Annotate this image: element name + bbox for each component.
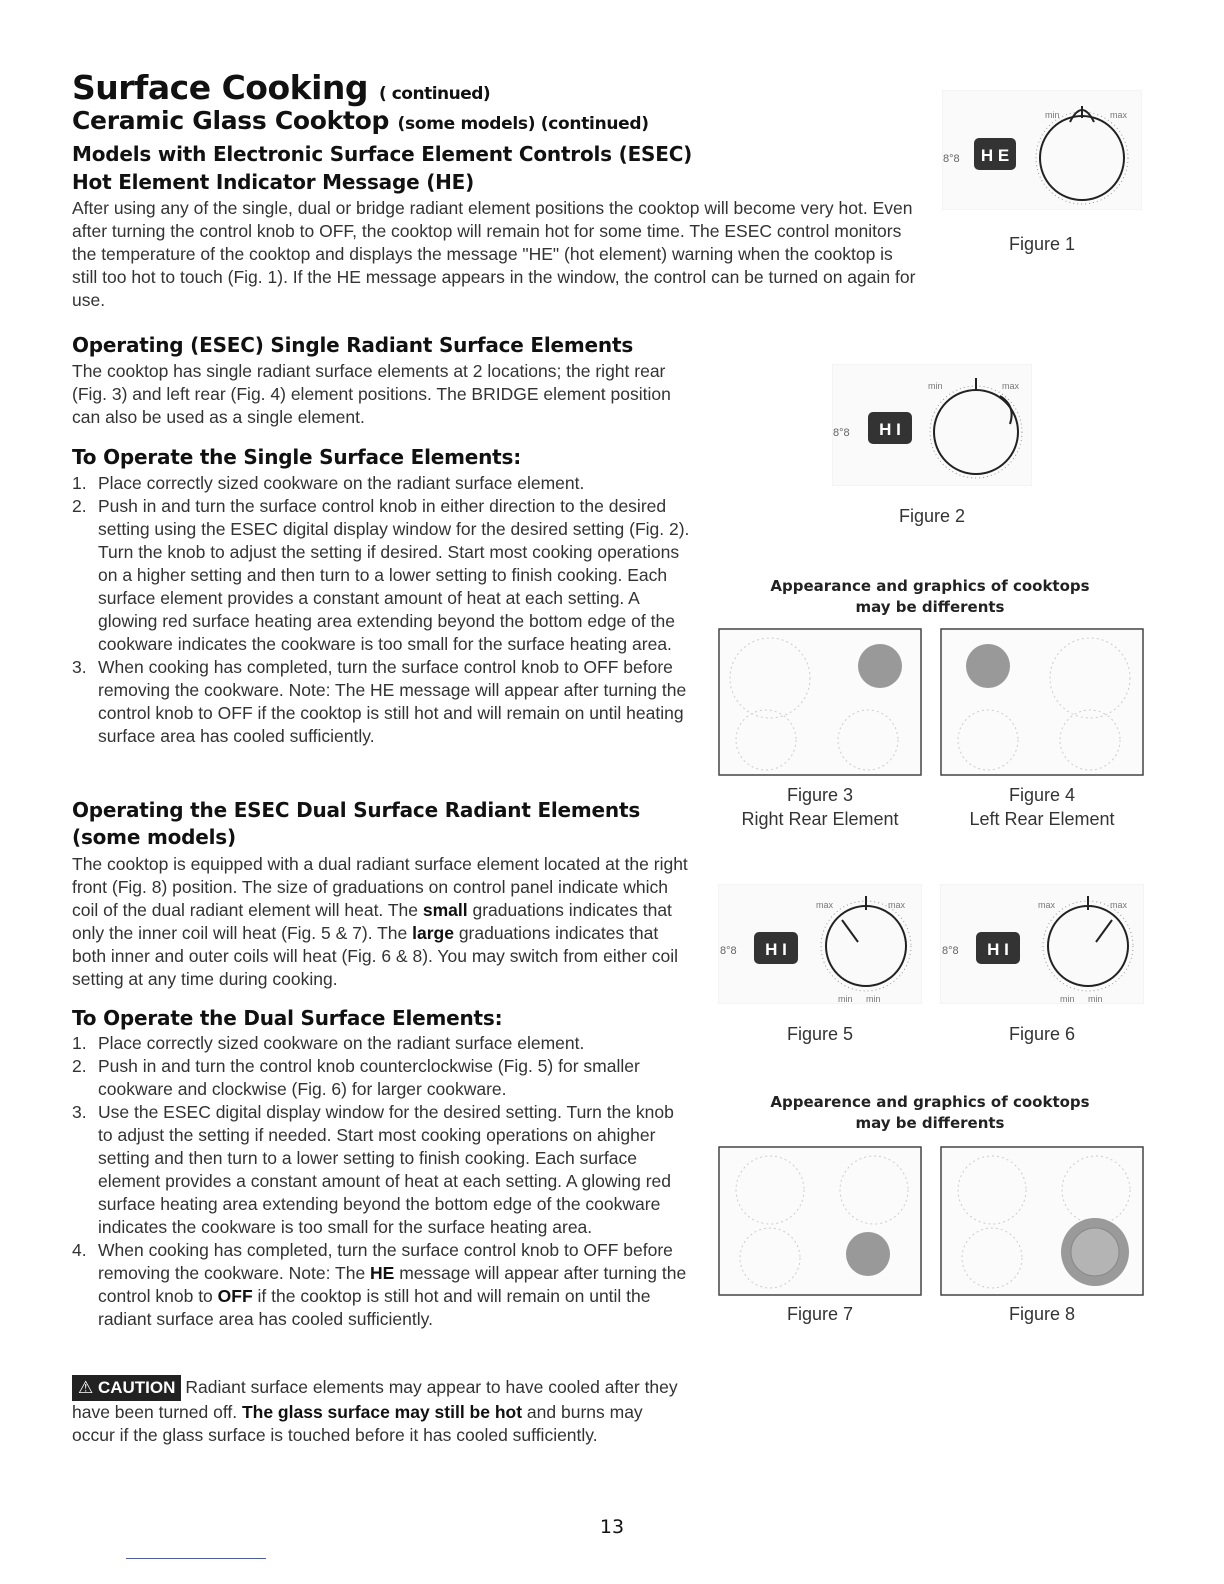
dual-para-text: graduations indicates that both inner and outer coils will heat (Fig. 6 & 8). You may switch from either coil setting at any time during cooking. (72, 923, 678, 989)
he-paragraph: After using any of the single, dual or bridge radiant element positions the cooktop will become very hot. Even after turning the control knob to OFF, the cooktop will remain hot for some time. The ESEC control monitors the temperature of the cooktop and displays the message "HE" (hot element) warning when the cooktop is still too hot to touch (Fig. 1). If the HE message appears in the window, the control can be turned on again for use. (72, 198, 916, 310)
figure-8-caption: Figure 8 (1008, 1304, 1076, 1324)
caution-badge: ⚠ CAUTION (72, 1375, 181, 1401)
caption-title: Figure 4 (1008, 785, 1076, 805)
note-line: Appearance and graphics of cooktops (770, 577, 1090, 595)
he-heading: Hot Element Indicator Message (HE) (72, 170, 475, 194)
caption-sub: Left Rear Element (969, 809, 1115, 829)
list-item (72, 1055, 692, 1101)
display-text: H I (765, 940, 787, 959)
caption-sub: Right Rear Element (741, 809, 899, 829)
caution-text: Radiant surface elements may appear to have cooled after they have been turned off. (72, 1377, 678, 1422)
max-label: max (816, 900, 834, 910)
page-number: 13 (599, 1516, 625, 1538)
min-label: min (928, 381, 943, 391)
step-number: 3. (72, 1102, 87, 1122)
note-line: may be differents (855, 598, 1005, 616)
figure-5-illustration (718, 884, 922, 1004)
caution-block (72, 1375, 684, 1448)
figure-2-caption: Figure 2 (898, 506, 966, 526)
list-item (72, 1239, 692, 1331)
figure-4-caption (930, 783, 1154, 831)
step-text: When cooking has completed, turn the surface control knob to OFF before removing the cookware. Note: The HE message will appear after turning the control knob to OFF if the cooktop is still hot and will remain on until heating surface area has cooled sufficiently. (98, 657, 687, 746)
step-number: 3. (72, 657, 87, 677)
step-text: Push in and turn the control knob counterclockwise (Fig. 5) for smaller cookware and clockwise (Fig. 6) for larger cookware. (98, 1056, 640, 1099)
figure-3-illustration (718, 628, 922, 776)
max-label: max (1110, 900, 1128, 910)
panel-dots-icon: 8°8 (942, 945, 959, 957)
figure-6-illustration (940, 884, 1144, 1004)
step-off: OFF (217, 1286, 253, 1306)
step-text: Place correctly sized cookware on the radiant surface element. (98, 1033, 585, 1053)
step-text: Use the ESEC digital display window for the desired setting. Turn the knob to adjust the setting if needed. Start most cooking operations on ahigher setting and then turn to a lower setting to finish cooking. Each surface element provides a constant amount of heat at each setting. A glowing red surface heating area extending beyond the bottom edge of the cookware indicates the cookware is too small for the surface heating area. (98, 1102, 674, 1237)
dual-paragraph (72, 853, 692, 991)
caution-label: CAUTION (97, 1378, 176, 1397)
step-number: 4. (72, 1240, 87, 1260)
active-element-icon (846, 1232, 890, 1276)
min-label: min (866, 994, 881, 1004)
panel-dots-icon: 8°8 (833, 427, 850, 439)
max-label: max (888, 900, 906, 910)
step-number: 2. (72, 496, 87, 516)
dual-heading-text: Operating the ESEC Dual Surface Radiant Elements (72, 798, 641, 822)
dual-steps-heading: To Operate the Dual Surface Elements: (72, 1006, 503, 1030)
title-text: Surface Cooking (72, 68, 369, 107)
caption-title: Figure 3 (786, 785, 854, 805)
note-line: may be differents (855, 1114, 1005, 1132)
single-steps-heading: To Operate the Single Surface Elements: (72, 445, 522, 469)
section-heading: Models with Electronic Surface Element Controls (ESEC) (72, 142, 693, 166)
step-he: HE (370, 1263, 395, 1283)
display-text: H I (879, 420, 901, 439)
display-text: H I (987, 940, 1009, 959)
min-label: min (1045, 110, 1060, 120)
title-suffix: ( continued) (379, 84, 491, 104)
list-item (72, 472, 692, 495)
figure-7-illustration (718, 1146, 922, 1296)
single-paragraph: The cooktop has single radiant surface elements at 2 locations; the right rear (Fig. 3) and left rear (Fig. 4) element positions. The BRIDGE element position can also be used as a single element. (72, 361, 671, 427)
step-text: message will appear after turning the control knob to (98, 1263, 687, 1306)
footer-rule (126, 1558, 266, 1559)
max-label: max (1038, 900, 1056, 910)
figure-note-1 (730, 576, 1130, 618)
caution-text: and burns may occur if the glass surface is touched before it has cooled sufficiently. (72, 1401, 643, 1445)
figure-7-caption: Figure 7 (786, 1304, 854, 1324)
step-number: 1. (72, 473, 87, 493)
single-heading: Operating (ESEC) Single Radiant Surface Elements (72, 333, 634, 357)
step-text: if the cooktop is still hot and will remain on until the radiant surface area has cooled sufficiently. (98, 1286, 651, 1329)
figure-1-illustration (942, 90, 1142, 210)
step-text: Place correctly sized cookware on the radiant surface element. (98, 473, 585, 493)
min-label: min (1060, 994, 1075, 1004)
figure-4-illustration (940, 628, 1144, 776)
dual-heading (72, 797, 692, 851)
min-label: min (838, 994, 853, 1004)
step-number: 2. (72, 1056, 87, 1076)
dual-para-text: The cooktop is equipped with a dual radiant surface element located at the right front (Fig. 8) position. The size of graduations on control panel indicate which coil of the dual radiant element will heat. The (72, 854, 688, 920)
figure-6-caption: Figure 6 (1008, 1024, 1076, 1044)
step-text: When cooking has completed, turn the surface control knob to OFF before removing the cookware. Note: The (98, 1240, 673, 1283)
cooktop-outline (719, 1147, 921, 1295)
figure-1-caption: Figure 1 (1008, 234, 1076, 254)
active-element-icon (966, 644, 1010, 688)
panel-dots-icon: 8°8 (720, 945, 737, 957)
figure-2-illustration (832, 364, 1032, 486)
page-title (72, 68, 490, 107)
figure-8-illustration (940, 1146, 1144, 1296)
list-item (72, 495, 692, 656)
display-text: H E (980, 146, 1010, 165)
dual-para-text: graduations indicates that only the inner coil will heat (Fig. 5 & 7). The (72, 900, 672, 943)
single-steps-list (72, 472, 692, 748)
section-subtitle (72, 106, 649, 135)
step-number: 1. (72, 1033, 87, 1053)
dual-para-small: small (422, 900, 468, 920)
dual-para-large: large (412, 923, 454, 943)
step-text: Push in and turn the surface control knob in either direction to the desired setting using the ESEC digital display window for the desired setting (Fig. 2). Turn the knob to adjust the setting if desired. Start most cooking operations on a higher setting and then turn to a lower setting to finish cooking. Each surface element provides a constant amount of heat at each setting. A glowing red surface heating area extending beyond the bottom edge of the cookware indicates the cookware is too small for the surface heating area. (98, 496, 690, 654)
figure-5-caption: Figure 5 (786, 1024, 854, 1044)
max-label: max (1110, 110, 1128, 120)
caution-bold: The glass surface may still be hot (241, 1401, 523, 1422)
list-item (72, 1101, 692, 1239)
cooktop-outline (941, 629, 1143, 775)
list-item (72, 1032, 692, 1055)
subtitle-text: Ceramic Glass Cooktop (72, 106, 390, 135)
list-item (72, 656, 692, 748)
figure-note-2 (730, 1092, 1130, 1134)
active-element-icon (858, 644, 902, 688)
figure-3-caption (718, 783, 922, 831)
min-label: min (1088, 994, 1103, 1004)
max-label: max (1002, 381, 1020, 391)
note-line: Appearence and graphics of cooktops (770, 1093, 1090, 1111)
panel-dots-icon: 8°8 (943, 153, 960, 165)
subtitle-suffix: (some models) (continued) (397, 114, 649, 134)
dual-steps-list (72, 1032, 692, 1331)
dual-heading-suffix: (some models) (72, 825, 236, 849)
